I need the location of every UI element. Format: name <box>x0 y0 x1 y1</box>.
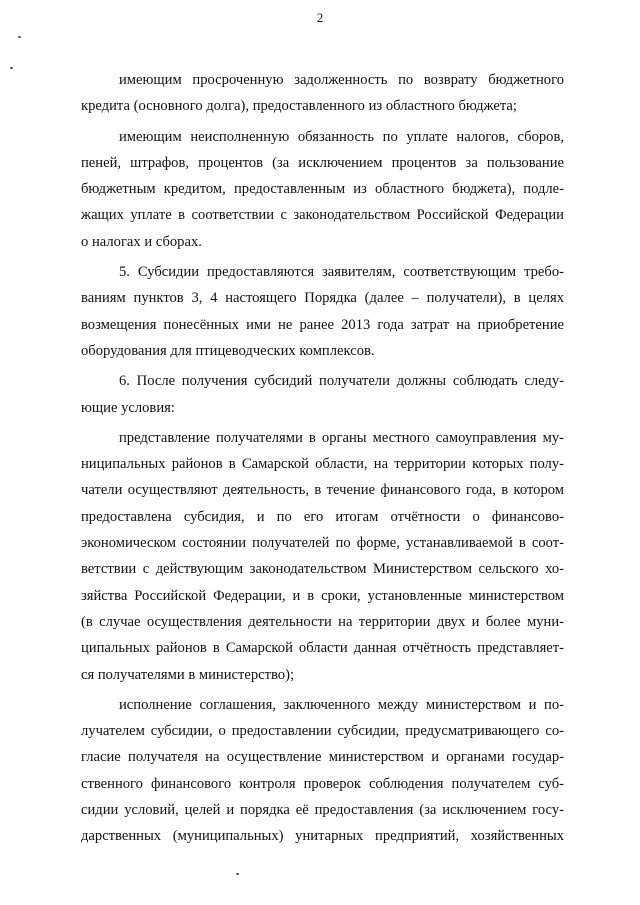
text-line: возмещения понесённых ими не ранее 2013 года затрат на приобретение <box>81 316 564 333</box>
scan-speck <box>236 873 239 875</box>
text-line: ветствии с действующим законодательством Министерством сельского хо- <box>81 561 564 578</box>
scan-speck <box>18 36 21 38</box>
text-line: сидии условий, целей и порядка её предоставления (за исключением госу- <box>81 802 564 819</box>
text-line: ниципальных районов в Самарской области, на территории которых полу- <box>81 456 564 473</box>
text-line: о налогах и сборах. <box>81 233 202 250</box>
text-line: 6. После получения субсидий получатели должны соблюдать следу- <box>119 373 564 390</box>
scan-speck <box>10 67 13 69</box>
paragraph <box>81 692 564 850</box>
text-line: имеющим неисполненную обязанность по уплате налогов, сборов, <box>119 128 564 145</box>
text-line: пеней, штрафов, процентов (за исключением процентов за пользование <box>81 154 564 171</box>
text-line: зяйства Российской Федерации, и в сроки, установленные министерством <box>81 587 564 604</box>
text-line: ципальных районов в Самарской области данная отчётность представляет- <box>81 640 564 657</box>
page-number: 2 <box>316 10 324 25</box>
paragraph <box>81 425 564 688</box>
text-line: 5. Субсидии предоставляются заявителям, соответствующим требо- <box>119 264 564 281</box>
paragraph <box>81 259 564 364</box>
paragraph <box>81 368 564 421</box>
text-line: (в случае осуществления деятельности на территории двух и более муни- <box>81 613 564 630</box>
paragraph <box>81 67 564 120</box>
text-line: представление получателями в органы местного самоуправления му- <box>119 429 564 446</box>
text-line: имеющим просроченную задолженность по возврату бюджетного <box>119 72 564 88</box>
text-line: бюджетным кредитом, предоставленным из областного бюджета), подле- <box>81 181 564 198</box>
text-line: гласие получателя на осуществление министерством и органами государ- <box>81 749 564 766</box>
text-line: предоставлена субсидия, и по его итогам отчётности о финансово- <box>81 508 564 525</box>
text-line: жащих уплате в соответствии с законодательством Российской Федерации <box>81 207 564 224</box>
text-line: лучателем субсидии, о предоставлении субсидии, предусматривающего со- <box>81 723 564 740</box>
text-line: дарственных (муниципальных) унитарных предприятий, хозяйственных <box>81 828 564 845</box>
paragraph <box>81 124 564 255</box>
text-line: ственного финансового контроля проверок соблюдения получателем суб- <box>81 775 564 792</box>
text-line: кредита (основного долга), предоставленного из областного бюджета; <box>81 98 517 115</box>
text-line: экономическом состоянии получателей по форме, устанавливаемой в соот- <box>81 535 564 552</box>
text-line: чатели осуществляют деятельность, в течение финансового года, в котором <box>81 482 564 499</box>
document-body <box>81 67 564 850</box>
text-line: исполнение соглашения, заключенного между министерством и по- <box>119 696 564 713</box>
text-line: оборудования для птицеводческих комплексов. <box>81 342 375 359</box>
text-line: ся получателями в министерство); <box>81 666 295 683</box>
text-line: ющие условия: <box>81 399 175 416</box>
text-line: ваниям пунктов 3, 4 настоящего Порядка (далее – получатели), в целях <box>81 290 564 307</box>
